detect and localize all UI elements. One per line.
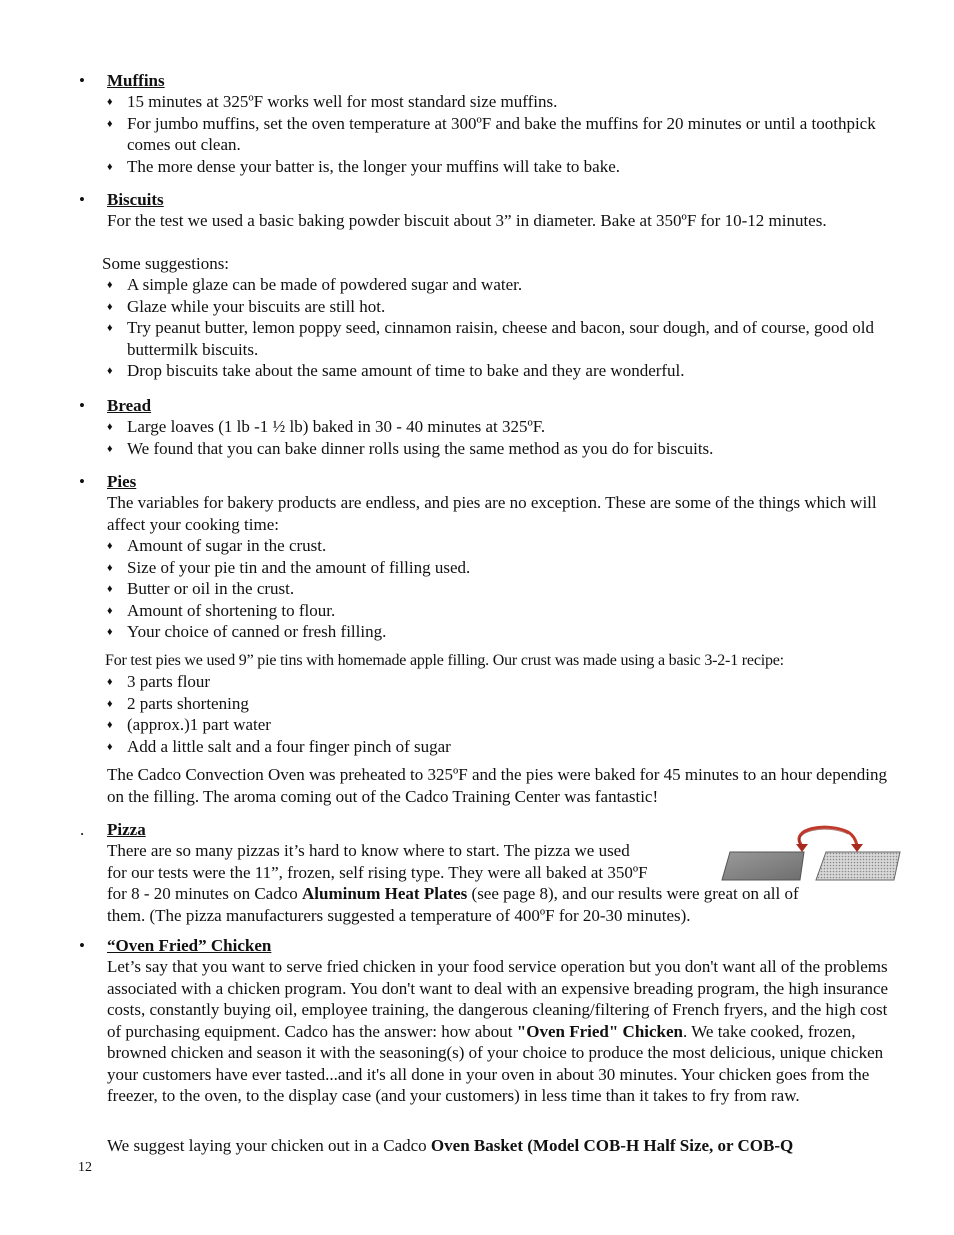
list-item: ♦ Try peanut butter, lemon poppy seed, cinnamon raisin, cheese and bacon, sour dough, and of course, good old buttermilk biscuits. (107, 318, 874, 359)
list-item: ♦ For jumbo muffins, set the oven temperature at 300ºF and bake the muffins for 20 minutes or until a toothpick comes out clean. (107, 113, 876, 154)
heading-bread: Bread (107, 396, 152, 415)
diamond-icon: ♦ (107, 604, 113, 617)
diamond-icon: ♦ (107, 160, 113, 173)
biscuits-list (0, 274, 900, 382)
biscuits-suggestions-label: Some suggestions: (102, 254, 230, 273)
diamond-icon: ♦ (107, 322, 113, 334)
solid-plate (722, 852, 804, 880)
list-item: ♦ 2 parts shortening (0, 693, 887, 715)
pizza-line-1: There are so many pizzas it’s hard to know where to start. The pizza we used (107, 841, 630, 860)
arrow-tail (796, 844, 808, 852)
pies-recipe-list (0, 671, 900, 757)
diamond-icon: ♦ (107, 365, 113, 377)
list-item: ♦ Add a little salt and a four finger pinch of sugar (0, 736, 887, 758)
pies-closing: The Cadco Convection Oven was preheated to 325ºF and the pies were baked for 45 minutes to an hour depending on the filling. The aroma coming out of the Cadco Training Center was fantastic! (107, 765, 887, 806)
bullet: • (79, 190, 85, 209)
list-item: ♦ 3 parts flour (0, 671, 887, 693)
heading-chicken: “Oven Fried” Chicken (107, 936, 272, 955)
diamond-icon: ♦ (107, 421, 113, 433)
pies-intro: The variables for bakery products are endless, and pies are no exception. These are some of the things which will affect your cooking time: (107, 493, 877, 534)
oven-fried-chicken-term: "Oven Fried" Chicken (516, 1021, 684, 1041)
biscuits-intro: For the test we used a basic baking powder biscuit about 3” in diameter. Bake at 350ºF for 10-12 minutes. (107, 211, 827, 230)
arrow-head (851, 844, 863, 852)
diamond-icon: ♦ (107, 96, 113, 108)
perforated-plate (816, 852, 900, 880)
aluminum-heat-plates-term: Aluminum Heat Plates (302, 884, 468, 903)
chicken-paragraph: Let’s say that you want to serve fried chicken in your food service operation but you don't want all of the problems associated with a chicken program. You don't want to deal with an expensive breading program, the high insurance costs, constantly buying oil, employee training, the dangerous cleaning/filtering of French fryers, and the high cost of purchasing equipment. Cadco has the answer: how about "Oven Fried" Chicken. We take cooked, frozen, browned chicken and season it with the seasoning(s) of your choice to produce the most delicious, unique chicken your customers have ever tasted...and it's all done in your oven in about 30 minutes. Your chicken goes from the freezer, to the oven, to the display case (and your customers) in less time than it takes to fry from raw. (107, 957, 889, 1105)
pizza-line-4: them. (The pizza manufacturers suggested a temperature of 400ºF for 20-30 minutes). (107, 906, 691, 925)
bread-list (0, 416, 900, 459)
list-item: ♦ We found that you can bake dinner rolls using the same method as you do for biscuits. (0, 438, 887, 460)
diamond-icon: ♦ (107, 117, 113, 130)
list-item: ♦ (approx.)1 part water (0, 714, 887, 736)
pizza-line-2: for our tests were the 11”, frozen, self rising type. They were all baked at 350ºF (107, 863, 648, 882)
diamond-icon: ♦ (107, 740, 113, 753)
diamond-icon: ♦ (107, 626, 113, 638)
bullet-dot: . (80, 820, 85, 839)
list-item: ♦ Glaze while your biscuits are still hot. (0, 296, 887, 318)
diamond-icon: ♦ (107, 300, 113, 313)
diamond-icon: ♦ (107, 561, 113, 574)
chicken-suggestion: We suggest laying your chicken out in a Cadco Oven Basket (Model COB-H Half Size, or COB-Q (107, 1136, 794, 1155)
bullet: • (79, 472, 85, 491)
pies-list (0, 535, 900, 643)
diamond-icon: ♦ (107, 540, 113, 552)
list-item: ♦ Amount of sugar in the crust. (0, 535, 887, 557)
list-item: ♦ Your choice of canned or fresh filling. (0, 621, 887, 643)
list-item: ♦ Drop biscuits take about the same amount of time to bake and they are wonderful. (0, 360, 887, 382)
pies-recipe-intro: For test pies we used 9” pie tins with homemade apple filling. Our crust was made using a basic 3-2-1 recipe: (105, 652, 784, 669)
heading-pizza: Pizza (107, 820, 146, 839)
muffins-list (0, 91, 900, 177)
list-item: ♦ Amount of shortening to flour. (0, 600, 887, 622)
list-item: ♦ Large loaves (1 lb -1 ½ lb) baked in 30 - 40 minutes at 325ºF. (0, 416, 887, 438)
oven-basket-term: Oven Basket (Model COB-H Half Size, or COB-Q (430, 1136, 794, 1155)
diamond-icon: ♦ (107, 719, 113, 731)
heading-pies: Pies (107, 472, 137, 491)
arrow-arc (799, 827, 857, 846)
pizza-line-3: for 8 - 20 minutes on Cadco Aluminum Heat Plates (see page 8), and our results were great on all of (107, 884, 799, 903)
list-item: ♦ 15 minutes at 325ºF works well for most standard size muffins. (0, 91, 887, 113)
diamond-icon: ♦ (107, 676, 113, 688)
page-number: 12 (78, 1160, 92, 1175)
diamond-icon: ♦ (107, 697, 113, 710)
bullet: • (79, 396, 85, 415)
bullet: • (79, 71, 85, 90)
list-item: ♦ A simple glaze can be made of powdered sugar and water. (0, 274, 887, 296)
heading-muffins: Muffins (107, 71, 165, 90)
list-item: ♦ The more dense your batter is, the longer your muffins will take to bake. (0, 156, 887, 178)
diamond-icon: ♦ (107, 442, 113, 455)
list-item: ♦ Size of your pie tin and the amount of filling used. (0, 557, 887, 579)
heading-biscuits: Biscuits (107, 190, 164, 209)
heat-plates-illustration (718, 822, 904, 884)
diamond-icon: ♦ (107, 279, 113, 291)
bullet: • (79, 936, 85, 955)
diamond-icon: ♦ (107, 583, 113, 595)
list-item: ♦ Butter or oil in the crust. (0, 578, 887, 600)
